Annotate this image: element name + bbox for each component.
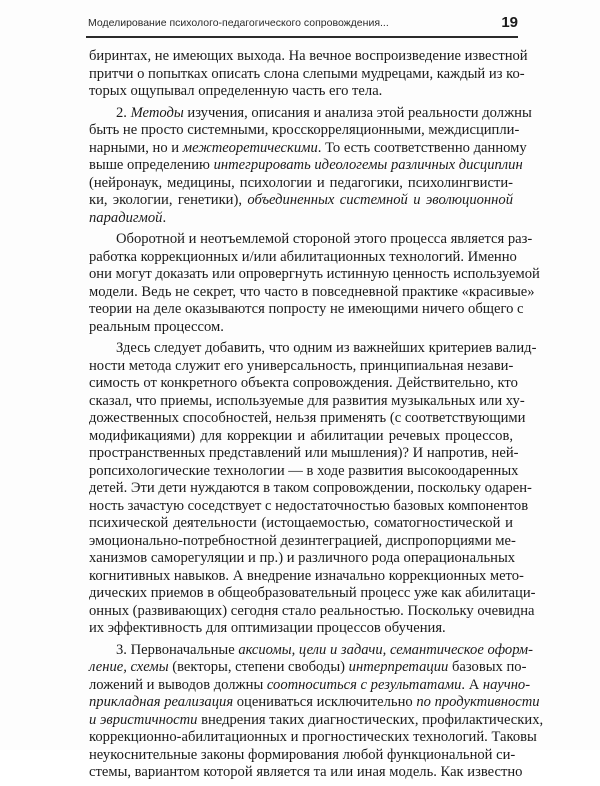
text-line [89, 175, 513, 193]
text-line [89, 139, 527, 158]
text-span: Здесь следует добавить, что одним из важнейших критериев валид- [116, 340, 537, 356]
text-span: ропсихологические технологии — в ходе развития высокоодаренных [89, 462, 519, 479]
paragraph [89, 231, 540, 336]
text-line [89, 231, 533, 249]
text-line [89, 392, 525, 411]
text-line [89, 210, 513, 228]
page-number: 19 [501, 14, 518, 31]
text-span: ность зачастую соседствует с недостаточностью базовых компонентов [89, 497, 529, 514]
text-span: симость от конкретного объекта сопровождения. Действительно, кто [89, 375, 518, 391]
text-line [89, 515, 513, 533]
text-span: ложений и выводов должны [89, 676, 267, 693]
italic-text: парадигмой [89, 209, 163, 226]
text-span: неукоснительные законы формирования любой функциональной си- [89, 746, 516, 763]
text-line [89, 764, 523, 782]
text-line [89, 641, 533, 660]
text-line [89, 301, 524, 319]
text-span: детей. Эти дети нуждаются в таком сопровождении, поскольку одарен- [89, 480, 532, 496]
text-line [89, 620, 513, 638]
text-span: торых ощупывал определенную часть его тела. [89, 83, 383, 99]
text-line [89, 585, 536, 603]
text-span: Оборотной и неотъемлемой стороной этого процесса является раз- [116, 231, 533, 247]
text-span: сказал, что приемы, используемые для развития музыкальных или ху- [89, 392, 525, 409]
italic-text: аксиомы, цели и задачи, семантическое оформ- [238, 641, 533, 658]
text-line [89, 358, 513, 376]
italic-text: соотноситься с результатами [266, 676, 462, 693]
text-line [89, 122, 520, 140]
text-span: притчи о попытках описать слона слепыми мудрецами, каждый из ко- [89, 65, 525, 82]
text-line [89, 283, 535, 302]
text-span: . А [461, 676, 483, 693]
text-line [89, 340, 537, 358]
text-span: ханизмов саморегуляции и пр.) и различного рода операциональных [89, 550, 516, 566]
italic-text: межтеоретическими [182, 139, 318, 156]
text-span: 2. [116, 104, 131, 121]
text-span: модели. Ведь не секрет, что часто в повседневной практике «красивые» [89, 283, 535, 300]
text-line [89, 694, 540, 712]
text-span: 3. Первоначальные [116, 641, 239, 658]
text-line [89, 319, 513, 337]
text-line [89, 375, 518, 393]
paragraph [89, 48, 528, 101]
paragraph [89, 641, 544, 782]
italic-text: объединенных системной и эволюционной [247, 192, 513, 208]
text-line [89, 550, 516, 568]
text-line [89, 248, 517, 267]
italic-text: научно- [482, 676, 531, 693]
text-line [89, 711, 544, 730]
text-span: внедрения таких диагностических, профилактических, [197, 711, 544, 728]
text-span: пространственных представлений или мышления)? И напротив, ней- [89, 445, 519, 461]
italic-text: прикладная реализация [89, 694, 234, 710]
paragraph [89, 340, 537, 638]
text-span: выше определению [89, 157, 214, 173]
text-span: биринтах, не имеющих выхода. На вечное воспроизведение известной [89, 48, 528, 64]
paragraph [89, 104, 532, 228]
italic-text: интегрировать идеологемы различных дисциплин [213, 157, 523, 173]
text-span: онных (развивающих) сегодня стало реальностью. Поскольку очевидна [89, 602, 535, 619]
italic-text: Методы [130, 104, 184, 121]
text-line [89, 676, 531, 695]
text-span: . То есть соответственно данному [317, 139, 527, 156]
text-span: работка коррекционных и/или абилитационных технологий. Именно [89, 248, 517, 265]
text-span: стемы, вариантом которой является та или иная модель. Как известно [89, 764, 523, 780]
text-line [89, 445, 519, 463]
italic-text: по продуктивности [416, 694, 540, 710]
header-title: Моделирование психолого-педагогического сопровождения... [88, 17, 389, 29]
text-span: ности метода служит его универсальность, принципиальная незави- [89, 357, 514, 374]
italic-text: и эвристичности [89, 711, 198, 728]
text-span: дических приемов в общеобразовательный процесс уже как абилитаци- [89, 585, 536, 601]
text-span: ки, экологии, генетики), [89, 192, 248, 208]
text-line [89, 729, 537, 747]
text-span: эмоционально-потребностной дезинтеграцией, диспропорциями ме- [89, 532, 516, 549]
text-line [89, 266, 540, 284]
text-span: нарными, но и [89, 139, 183, 156]
text-span: (векторы, степени свободы) [168, 659, 349, 675]
text-span: когнитивных навыков. А внедрение изначально коррекционных мето- [89, 567, 524, 584]
italic-text: ление, схемы [89, 659, 169, 675]
text-span: психической деятельности (истощаемостью, соматогностической и [89, 515, 513, 531]
text-line [89, 746, 516, 765]
text-span: базовых по- [448, 659, 527, 675]
running-header [86, 14, 518, 38]
text-line [89, 602, 535, 621]
text-line [89, 410, 526, 428]
text-line [89, 104, 532, 123]
text-line [89, 532, 516, 551]
text-span: теории на деле оказываются попросту не имеющими ничего общего с [89, 301, 524, 317]
text-span: . [162, 209, 167, 226]
text-span: модификациями) для коррекции и абилитации речевых процессов, [89, 427, 513, 444]
text-span: оцениваться исключительно [233, 694, 417, 710]
text-line [89, 48, 528, 66]
text-span: быть не просто системными, кросскорреляционными, междисципли- [89, 122, 520, 138]
text-line [89, 157, 523, 175]
text-line [89, 480, 532, 498]
italic-text: интерпретации [348, 659, 449, 675]
text-span: дожественных способностей, нельзя применять (с соответствующими [89, 410, 526, 426]
text-line [89, 83, 513, 101]
text-line [89, 428, 513, 446]
text-line [89, 659, 527, 677]
text-span: (нейронаук, медицины, психологии и педагогики, психолингвисти- [89, 174, 513, 191]
text-span: они могут доказать или опровергнуть истинную ценность используемой [89, 266, 540, 282]
text-line [89, 192, 513, 210]
text-span: коррекционно-абилитационных и прогностических технологий. Таковы [89, 729, 537, 745]
text-span: изучения, описания и анализа этой реальности должны [183, 104, 532, 121]
text-line [89, 462, 519, 481]
text-span: реальным процессом. [89, 318, 224, 335]
body-text [89, 48, 544, 786]
text-line [89, 65, 525, 84]
text-line [89, 497, 529, 516]
text-span: их эффективность для оптимизации процессов обучения. [89, 620, 446, 636]
text-line [89, 567, 524, 586]
